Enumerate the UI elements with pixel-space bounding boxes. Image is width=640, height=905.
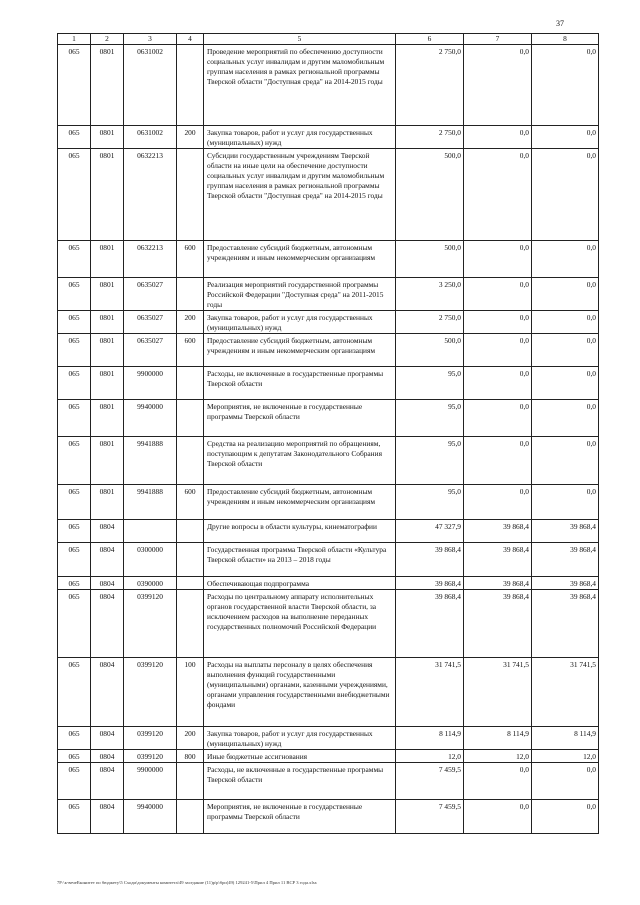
cell-section: 0804 — [91, 520, 124, 543]
cell-expense-type — [177, 590, 204, 658]
cell-description: Закупка товаров, работ и услуг для государственных (муниципальных) нужд — [204, 126, 396, 149]
cell-expense-type — [177, 149, 204, 241]
cell-amount-year3: 39 868,4 — [532, 543, 599, 577]
cell-amount-year3: 39 868,4 — [532, 520, 599, 543]
cell-amount-year2: 39 868,4 — [464, 577, 532, 590]
cell-section: 0801 — [91, 149, 124, 241]
cell-target-article: 0635027 — [124, 311, 177, 334]
cell-target-article: 0631002 — [124, 45, 177, 126]
cell-section: 0804 — [91, 658, 124, 727]
cell-ministry: 065 — [58, 577, 91, 590]
cell-amount-year1: 39 868,4 — [396, 577, 464, 590]
cell-target-article: 0635027 — [124, 278, 177, 311]
cell-section: 0801 — [91, 437, 124, 485]
cell-section: 0801 — [91, 311, 124, 334]
cell-ministry: 065 — [58, 750, 91, 763]
cell-expense-type — [177, 400, 204, 437]
cell-target-article: 0632213 — [124, 241, 177, 278]
cell-section: 0801 — [91, 278, 124, 311]
cell-amount-year2: 12,0 — [464, 750, 532, 763]
table-row — [58, 543, 599, 577]
cell-section: 0801 — [91, 485, 124, 520]
cell-amount-year2: 0,0 — [464, 126, 532, 149]
cell-amount-year2: 0,0 — [464, 800, 532, 834]
table-row — [58, 311, 599, 334]
cell-amount-year1: 95,0 — [396, 367, 464, 400]
cell-target-article — [124, 520, 177, 543]
cell-amount-year1: 31 741,5 — [396, 658, 464, 727]
cell-amount-year2: 8 114,9 — [464, 727, 532, 750]
cell-target-article: 9940000 — [124, 800, 177, 834]
cell-expense-type — [177, 800, 204, 834]
table-row — [58, 750, 599, 763]
cell-amount-year2: 0,0 — [464, 485, 532, 520]
cell-amount-year1: 500,0 — [396, 149, 464, 241]
cell-amount-year1: 7 459,5 — [396, 800, 464, 834]
cell-amount-year1: 8 114,9 — [396, 727, 464, 750]
cell-amount-year2: 31 741,5 — [464, 658, 532, 727]
table-header-row — [58, 34, 599, 45]
table-row — [58, 485, 599, 520]
cell-expense-type — [177, 45, 204, 126]
cell-expense-type: 600 — [177, 241, 204, 278]
cell-description: Обеспечивающая подпрограмма — [204, 577, 396, 590]
cell-target-article: 0399120 — [124, 658, 177, 727]
cell-target-article: 0631002 — [124, 126, 177, 149]
cell-amount-year3: 0,0 — [532, 311, 599, 334]
header-cell: 3 — [124, 34, 177, 45]
cell-amount-year2: 0,0 — [464, 149, 532, 241]
cell-section: 0804 — [91, 727, 124, 750]
cell-expense-type — [177, 577, 204, 590]
header-cell: 2 — [91, 34, 124, 45]
cell-target-article: 0300000 — [124, 543, 177, 577]
cell-section: 0801 — [91, 367, 124, 400]
cell-section: 0801 — [91, 400, 124, 437]
cell-amount-year2: 0,0 — [464, 437, 532, 485]
cell-ministry: 065 — [58, 149, 91, 241]
cell-description: Средства на реализацию мероприятий по обращениям, поступающим к депутатам Законодательного Собрания Тверской области — [204, 437, 396, 485]
table-row — [58, 149, 599, 241]
cell-expense-type — [177, 520, 204, 543]
cell-amount-year1: 47 327,9 — [396, 520, 464, 543]
cell-amount-year3: 0,0 — [532, 126, 599, 149]
cell-amount-year2: 0,0 — [464, 400, 532, 437]
cell-description: Иные бюджетные ассигнования — [204, 750, 396, 763]
cell-section: 0804 — [91, 763, 124, 800]
cell-ministry: 065 — [58, 278, 91, 311]
cell-amount-year3: 0,0 — [532, 437, 599, 485]
cell-expense-type — [177, 278, 204, 311]
cell-section: 0801 — [91, 45, 124, 126]
cell-amount-year2: 0,0 — [464, 763, 532, 800]
cell-amount-year1: 2 750,0 — [396, 311, 464, 334]
cell-section: 0801 — [91, 241, 124, 278]
cell-ministry: 065 — [58, 334, 91, 367]
cell-target-article: 9940000 — [124, 400, 177, 437]
cell-amount-year3: 12,0 — [532, 750, 599, 763]
cell-section: 0801 — [91, 126, 124, 149]
header-cell: 8 — [532, 34, 599, 45]
cell-target-article: 9941888 — [124, 485, 177, 520]
cell-amount-year1: 2 750,0 — [396, 126, 464, 149]
cell-description: Проведение мероприятий по обеспечению доступности социальных услуг инвалидам и другим маломобильным группам населения в рамках региональной программы Тверской области "Доступная среда" на 2014-2015 годы — [204, 45, 396, 126]
table-row — [58, 400, 599, 437]
cell-section: 0804 — [91, 750, 124, 763]
cell-ministry: 065 — [58, 126, 91, 149]
cell-amount-year2: 0,0 — [464, 367, 532, 400]
cell-amount-year2: 0,0 — [464, 311, 532, 334]
cell-description: Предоставление субсидий бюджетным, автономным учреждениям и иным некоммерческим организациям — [204, 241, 396, 278]
cell-amount-year2: 39 868,4 — [464, 520, 532, 543]
cell-amount-year3: 39 868,4 — [532, 577, 599, 590]
cell-ministry: 065 — [58, 590, 91, 658]
table-row — [58, 126, 599, 149]
cell-amount-year3: 31 741,5 — [532, 658, 599, 727]
cell-target-article: 0390000 — [124, 577, 177, 590]
cell-description: Мероприятия, не включенные в государственные программы Тверской области — [204, 800, 396, 834]
cell-amount-year3: 0,0 — [532, 278, 599, 311]
cell-amount-year1: 95,0 — [396, 485, 464, 520]
cell-amount-year1: 95,0 — [396, 437, 464, 485]
cell-amount-year3: 39 868,4 — [532, 590, 599, 658]
cell-expense-type — [177, 437, 204, 485]
table-row — [58, 45, 599, 126]
cell-section: 0801 — [91, 334, 124, 367]
cell-description: Расходы, не включенные в государственные программы Тверской области — [204, 763, 396, 800]
cell-ministry: 065 — [58, 800, 91, 834]
cell-amount-year3: 0,0 — [532, 241, 599, 278]
cell-description: Другие вопросы в области культуры, кинематографии — [204, 520, 396, 543]
table-row — [58, 367, 599, 400]
table-row — [58, 658, 599, 727]
table-row — [58, 278, 599, 311]
cell-expense-type: 800 — [177, 750, 204, 763]
cell-amount-year2: 39 868,4 — [464, 543, 532, 577]
cell-expense-type: 200 — [177, 727, 204, 750]
cell-target-article: 0399120 — [124, 727, 177, 750]
table-row — [58, 334, 599, 367]
cell-ministry: 065 — [58, 485, 91, 520]
cell-amount-year2: 0,0 — [464, 241, 532, 278]
cell-ministry: 065 — [58, 241, 91, 278]
cell-description: Расходы на выплаты персоналу в целях обеспечения выполнения функций государственными (муниципальными) органами, казенными учреждениями, органами управления государственными внебюджетными фондами — [204, 658, 396, 727]
cell-ministry: 065 — [58, 400, 91, 437]
cell-expense-type: 600 — [177, 334, 204, 367]
header-cell: 4 — [177, 34, 204, 45]
cell-amount-year1: 12,0 — [396, 750, 464, 763]
cell-amount-year3: 8 114,9 — [532, 727, 599, 750]
header-cell: 5 — [204, 34, 396, 45]
cell-expense-type: 600 — [177, 485, 204, 520]
cell-description: Расходы по центральному аппарату исполнительных органов государственной власти Тверской области, за исключением расходов на выполнение переданных государственных полномочий Российской Федерации — [204, 590, 396, 658]
cell-amount-year1: 7 459,5 — [396, 763, 464, 800]
cell-expense-type — [177, 543, 204, 577]
cell-description: Мероприятия, не включенные в государственные программы Тверской области — [204, 400, 396, 437]
cell-amount-year1: 500,0 — [396, 241, 464, 278]
cell-amount-year2: 39 868,4 — [464, 590, 532, 658]
cell-expense-type — [177, 367, 204, 400]
cell-amount-year3: 0,0 — [532, 45, 599, 126]
cell-amount-year1: 95,0 — [396, 400, 464, 437]
cell-ministry: 065 — [58, 311, 91, 334]
cell-description: Предоставление субсидий бюджетным, автономным учреждениям и иным некоммерческим организациям — [204, 334, 396, 367]
header-cell: 7 — [464, 34, 532, 45]
cell-amount-year3: 0,0 — [532, 149, 599, 241]
table-row — [58, 763, 599, 800]
page-number: 37 — [556, 19, 564, 28]
cell-amount-year3: 0,0 — [532, 334, 599, 367]
cell-expense-type — [177, 763, 204, 800]
cell-amount-year3: 0,0 — [532, 485, 599, 520]
cell-expense-type: 200 — [177, 311, 204, 334]
cell-target-article: 9941888 — [124, 437, 177, 485]
cell-description: Закупка товаров, работ и услуг для государственных (муниципальных) нужд — [204, 727, 396, 750]
cell-description: Закупка товаров, работ и услуг для государственных (муниципальных) нужд — [204, 311, 396, 334]
cell-expense-type: 100 — [177, 658, 204, 727]
cell-amount-year2: 0,0 — [464, 278, 532, 311]
cell-target-article: 0399120 — [124, 590, 177, 658]
cell-target-article: 0399120 — [124, 750, 177, 763]
cell-section: 0804 — [91, 590, 124, 658]
cell-ministry: 065 — [58, 45, 91, 126]
cell-ministry: 065 — [58, 763, 91, 800]
cell-amount-year1: 39 868,4 — [396, 543, 464, 577]
cell-ministry: 065 — [58, 543, 91, 577]
header-cell: 1 — [58, 34, 91, 45]
cell-target-article: 9900000 — [124, 763, 177, 800]
cell-section: 0804 — [91, 543, 124, 577]
table-row — [58, 590, 599, 658]
cell-amount-year3: 0,0 — [532, 763, 599, 800]
cell-description: Государственная программа Тверской области «Культура Тверской области» на 2013 – 2018 годы — [204, 543, 396, 577]
cell-target-article: 0635027 — [124, 334, 177, 367]
cell-amount-year3: 0,0 — [532, 800, 599, 834]
cell-amount-year1: 2 750,0 — [396, 45, 464, 126]
cell-ministry: 065 — [58, 437, 91, 485]
cell-description: Субсидии государственным учреждениям Тверской области на иные цели на обеспечение доступности социальных услуг инвалидам и другим маломобильным группам населения в рамках региональной программы Тверской области "Доступная среда" на 2014-2015 годы — [204, 149, 396, 241]
table-row — [58, 800, 599, 834]
table-row — [58, 437, 599, 485]
cell-description: Расходы, не включенные в государственные программы Тверской области — [204, 367, 396, 400]
table-row — [58, 727, 599, 750]
cell-amount-year3: 0,0 — [532, 367, 599, 400]
cell-expense-type: 200 — [177, 126, 204, 149]
cell-amount-year2: 0,0 — [464, 45, 532, 126]
cell-amount-year1: 39 868,4 — [396, 590, 464, 658]
cell-amount-year2: 0,0 — [464, 334, 532, 367]
cell-section: 0804 — [91, 577, 124, 590]
table-row — [58, 520, 599, 543]
table-row — [58, 241, 599, 278]
cell-section: 0804 — [91, 800, 124, 834]
cell-target-article: 9900000 — [124, 367, 177, 400]
cell-ministry: 065 — [58, 367, 91, 400]
file-path-footer: 7Р:\к-вечеЕконитет по бюджету\5 Сходи\документы комитета\49 заседание (11)р\р\бро(49) 129241-5\Прил 4 Прил 11 ВСР 3 года.xlsx — [57, 880, 317, 885]
budget-table — [57, 33, 599, 834]
cell-ministry: 065 — [58, 520, 91, 543]
cell-description: Предоставление субсидий бюджетным, автономным учреждениям и иным некоммерческим организациям — [204, 485, 396, 520]
cell-amount-year1: 500,0 — [396, 334, 464, 367]
cell-description: Реализация мероприятий государственной программы Российской Федерации "Доступная среда" на 2011-2015 годы — [204, 278, 396, 311]
table-row — [58, 577, 599, 590]
cell-ministry: 065 — [58, 658, 91, 727]
cell-ministry: 065 — [58, 727, 91, 750]
cell-target-article: 0632213 — [124, 149, 177, 241]
cell-amount-year3: 0,0 — [532, 400, 599, 437]
header-cell: 6 — [396, 34, 464, 45]
cell-amount-year1: 3 250,0 — [396, 278, 464, 311]
